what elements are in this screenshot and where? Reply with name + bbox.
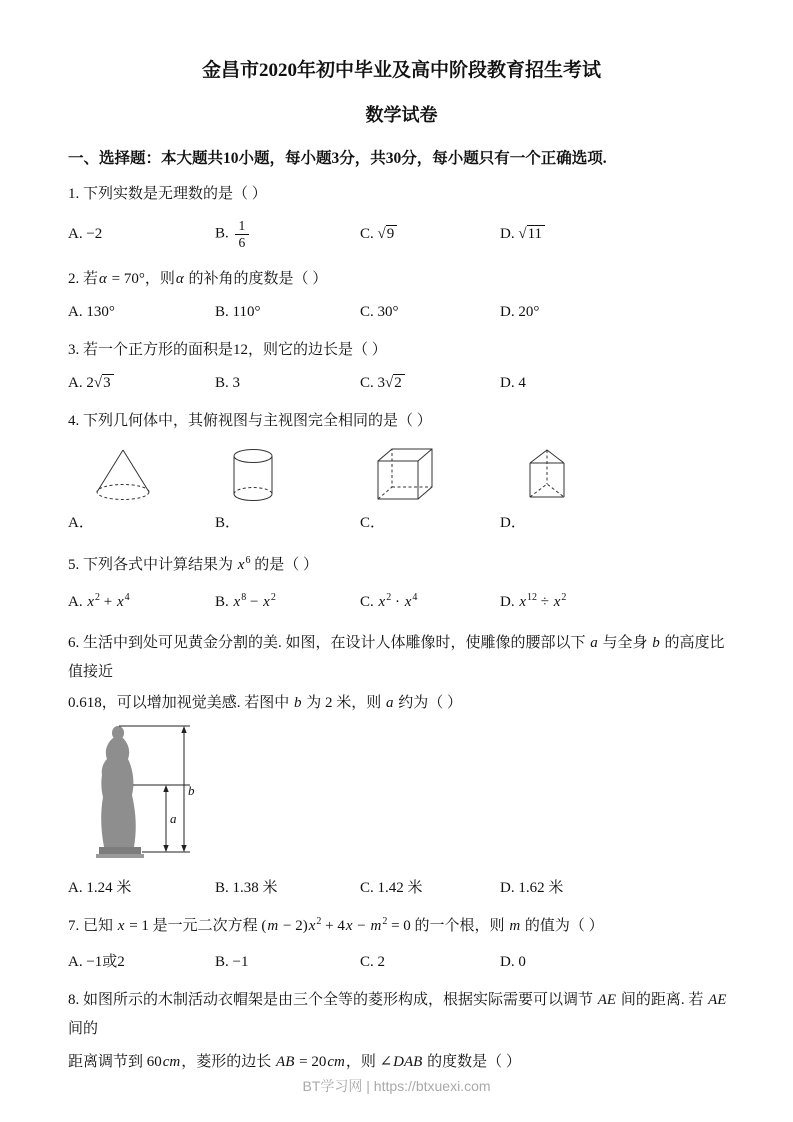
question-5-option-c: C. $x^2 \cdot x^4$ (360, 592, 418, 610)
question-2-stem: 2. 若α = 70°，则α 的补角的度数是（ ） (68, 271, 328, 287)
question-4-stem: 4. 下列几何体中，其俯视图与主视图完全相同的是（ ） (68, 413, 432, 429)
question-6-stem-line1: 6. 生活中到处可见黄金分割的美. 如图，在设计人体雕像时，使雕像的腰部以下 a 与全身 b 的高度比值接近 (68, 635, 725, 680)
question-6-option-b: B. 1.38 米 (215, 880, 278, 896)
statue-figure-icon (88, 723, 206, 865)
question-1-stem: 1. 下列实数是无理数的是（ ） (68, 186, 267, 202)
question-5-option-b: B. $x^8 - x^2$ (215, 592, 276, 610)
question-7-option-a: A. −1或2 (68, 954, 125, 970)
question-7-options (68, 949, 735, 975)
question-7-option-d: D. 0 (500, 954, 526, 970)
question-3-option-a: A. 2√3 (68, 370, 215, 396)
question-2-option-b: B. 110° (215, 304, 261, 320)
question-6-option-c: C. 1.42 米 (360, 880, 423, 896)
question-5-options (68, 589, 735, 615)
question-8-stem-line2: 距离调节到 60cm，菱形的边长 AB = 20cm，则 ∠DAB 的度数是（ ） (68, 1054, 521, 1070)
question-3-option-b: B. 3 (215, 375, 241, 391)
page-footer (0, 1076, 793, 1096)
question-8-stem-line1: 8. 如图所示的木制活动衣帽架是由三个全等的菱形构成，根据实际需要可以调节 AE 间的距离. 若 AE 间的 (68, 992, 727, 1037)
cylinder-icon (231, 447, 275, 503)
question-4-option-a-label: A． (68, 515, 94, 531)
question-3-option-d: D. 4 (500, 375, 526, 391)
question-2-options (68, 299, 735, 325)
question-5-option-d: D. $x^{12} \div x^2$ (500, 592, 567, 610)
question-5-stem: 5. 下列各式中计算结果为 $x^6$ 的是（ ） (68, 555, 318, 573)
question-4-option-c-label: C． (360, 515, 386, 531)
question-7-option-c: C. 2 (360, 954, 386, 970)
dimension-label-b: b (188, 783, 195, 798)
question-6-options (68, 875, 735, 901)
footer-separator: | (362, 1078, 374, 1094)
question-3 (68, 336, 735, 396)
question-4-figure-c (360, 445, 500, 508)
dimension-arrowheads (163, 726, 186, 852)
question-1-option-c: C. √9 (360, 221, 500, 247)
question-1-option-a: A. −2 (68, 226, 103, 242)
dimension-label-a: a (170, 811, 177, 826)
question-2 (68, 265, 735, 325)
question-6-option-a: A. 1.24 米 (68, 880, 132, 896)
question-3-option-c: C. 3√2 (360, 370, 500, 396)
question-4-figure-d (500, 445, 735, 508)
exam-title: 金昌市2020年初中毕业及高中阶段教育招生考试 (201, 60, 601, 81)
question-7-stem: 7. 已知 x = 1 是一元二次方程 $(m - 2)x^2 + 4x - m^2 = 0$ 的一个根，则 m 的值为（ ） (68, 916, 604, 934)
question-1-option-b: B. $\frac{1}{6}$ (215, 218, 360, 250)
question-4-figure-a (68, 447, 215, 508)
question-2-option-c: C. 30° (360, 304, 399, 320)
footer-url: https://btxuexi.com (373, 1078, 491, 1094)
question-1 (68, 180, 735, 254)
question-1-option-d: D. √11 (500, 221, 735, 247)
question-8 (68, 986, 735, 1078)
question-4-option-labels (68, 510, 735, 536)
question-5-option-a: A. $x^2 + x^4$ (68, 592, 130, 610)
question-3-stem: 3. 若一个正方形的面积是12，则它的边长是（ ） (68, 342, 387, 358)
question-2-option-a: A. 130° (68, 304, 115, 320)
exam-subtitle: 数学试卷 (365, 105, 438, 125)
question-4-figures (68, 445, 735, 508)
question-6-stem-line2: 0.618，可以增加视觉美感. 若图中 b 为 2 米，则 a 约为（ ） (68, 695, 463, 711)
question-7 (68, 912, 735, 975)
question-5 (68, 551, 735, 615)
question-6-option-d: D. 1.62 米 (500, 880, 564, 896)
triangular-prism-icon (526, 445, 568, 503)
section-one-heading: 一、选择题：本大题共10小题，每小题3分，共30分，每小题只有一个正确选项. (68, 150, 607, 167)
question-4-option-d-label: D． (500, 515, 526, 531)
statue-silhouette (96, 726, 144, 858)
footer-site-name: BT学习网 (302, 1078, 363, 1094)
question-4 (68, 407, 735, 536)
cube-icon (374, 445, 436, 503)
cone-icon (92, 447, 154, 503)
question-7-option-b: B. −1 (215, 954, 249, 970)
question-4-option-b-label: B． (215, 515, 241, 531)
question-4-figure-b (215, 447, 360, 508)
question-3-options (68, 370, 735, 396)
question-6 (68, 629, 735, 901)
question-1-options (68, 214, 735, 254)
question-6-figure (88, 723, 735, 870)
question-2-option-d: D. 20° (500, 304, 540, 320)
